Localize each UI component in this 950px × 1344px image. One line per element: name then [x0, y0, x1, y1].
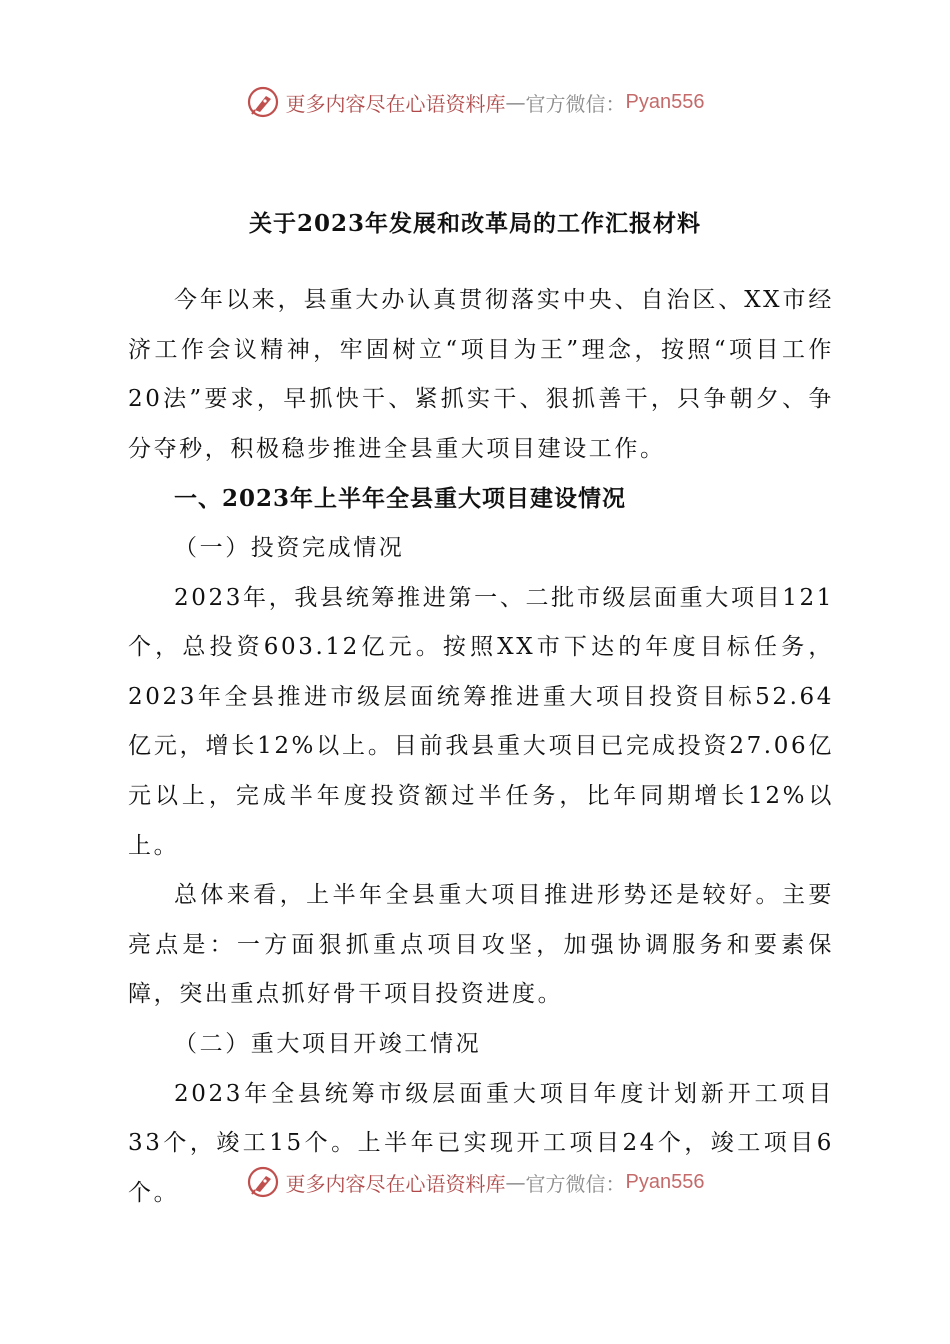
paragraph-investment: 2023年，我县统筹推进第一、二批市级层面重大项目121个，总投资603.12亿元。按照XX市下达的年度目标任务，2023年全县推进市级层面统筹推进重大项目投资目标52.64亿元，增长12%以上。目前我县重大项目已完成投资27.06亿元以上，完成半年度投资额过半任务，比年同期增长12%以上。: [128, 584, 834, 859]
paragraph-construction: 2023年全县统筹市级层面重大项目年度计划新开工项目33个，竣工15个。上半年已实现开工项目24个，竣工项目6个。: [128, 1080, 834, 1206]
footer-watermark: [0, 1162, 950, 1202]
paragraph-overview: 总体来看，上半年全县重大项目推进形势还是较好。主要亮点是：一方面狠抓重点项目攻坚，加强协调服务和要素保障，突出重点抓好骨干项目投资进度。: [128, 882, 834, 1008]
watermark-official-label: 官方微信：: [525, 1171, 626, 1196]
paragraph-intro: 今年以来，县重大办认真贯彻落实中央、自治区、XX市经济工作会议精神，牢固树立“项目为王”理念，按照“项目工作20法”要求，早抓快干、紧抓实干、狠抓善干，只争朝夕、争分夺秒，积极稳步推进全县重大项目建设工作。: [128, 287, 834, 462]
watermark-separator: —: [505, 90, 526, 114]
section-heading-1: 一、2023年上半年全县重大项目建设情况: [174, 485, 627, 513]
watermark-wechat-id: Pyan556: [625, 1170, 705, 1193]
document-body: [128, 276, 834, 1218]
header-watermark: [0, 82, 950, 122]
watermark-main-text: 更多内容尽在心语资料库: [285, 1171, 506, 1196]
document-title: 关于2023年发展和改革局的工作汇报材料: [248, 210, 701, 237]
watermark-separator: —: [505, 1170, 526, 1194]
watermark-wechat-id: Pyan556: [625, 90, 705, 113]
subsection-heading-construction: （二）重大项目开竣工情况: [174, 1030, 482, 1057]
fountain-pen-nib-icon: [246, 1165, 280, 1199]
subsection-heading-investment: （一）投资完成情况: [174, 534, 405, 561]
watermark-official-label: 官方微信：: [525, 91, 626, 116]
watermark-main-text: 更多内容尽在心语资料库: [285, 91, 506, 116]
fountain-pen-nib-icon: [246, 85, 280, 119]
